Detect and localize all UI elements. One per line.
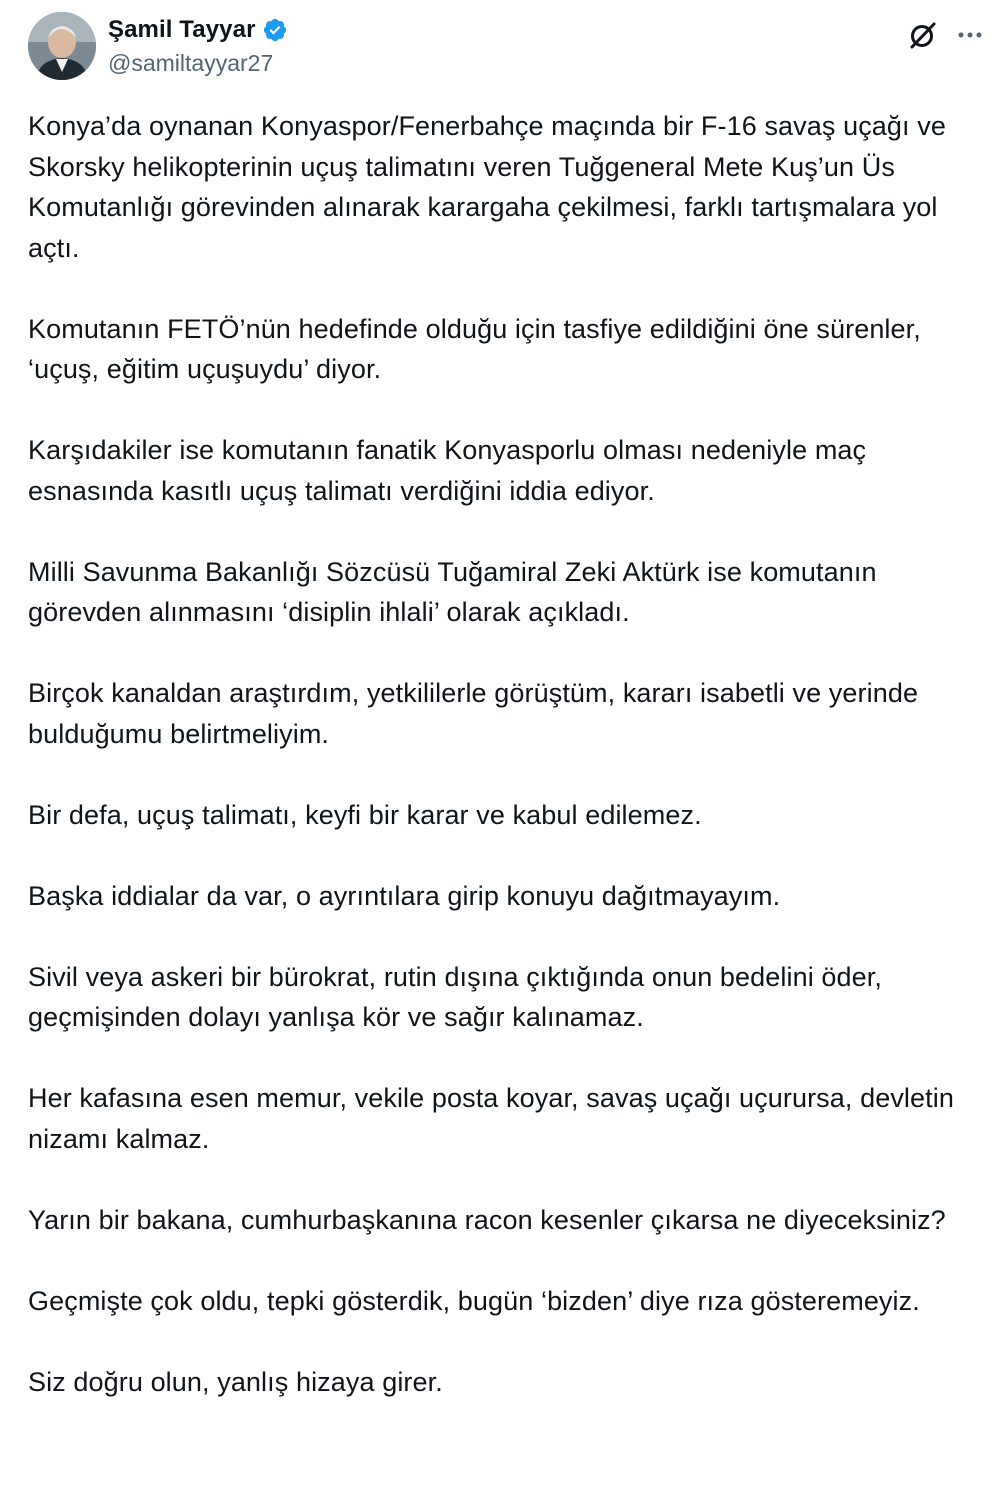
tweet-paragraph: Milli Savunma Bakanlığı Sözcüsü Tuğamiral Zeki Aktürk ise komutanın görevden alınmasını ‘disiplin ihlali’ olarak açıkladı. [28,556,877,627]
tweet-header [28,12,988,84]
tweet-paragraph: Yarın bir bakana, cumhurbaşkanına racon kesenler çıkarsa ne diyeceksiniz? [28,1204,946,1235]
tweet-paragraph: Bir defa, uçuş talimatı, keyfi bir karar ve kabul edilemez. [28,799,702,830]
avatar[interactable] [28,12,96,80]
tweet-paragraph: Karşıdakiler ise komutanın fanatik Konyasporlu olması nedeniyle maç esnasında kasıtlı uçuş talimatı verdiğini iddia ediyor. [28,435,867,506]
display-name[interactable]: Şamil Tayyar [108,16,256,43]
tweet-paragraph: Sivil veya askeri bir bürokrat, rutin dışına çıktığında onun bedelini öder, geçmişinden dolayı yanlışa kör ve sağır kalınamaz. [28,961,882,1032]
tweet-paragraph: Her kafasına esen memur, vekile posta koyar, savaş uçağı uçurursa, devletin nizamı kalmaz. [28,1083,954,1154]
tweet-paragraph: Birçok kanaldan araştırdım, yetkililerle görüştüm, kararı isabetli ve yerinde bulduğumu belirtmeliyim. [28,678,919,749]
author-names [108,14,288,77]
tweet-paragraph: Siz doğru olun, yanlış hizaya girer. [28,1366,443,1397]
more-options-icon[interactable] [953,18,987,52]
grok-icon[interactable] [906,18,940,52]
handle[interactable]: @samiltayyar27 [108,50,274,76]
tweet-text [28,106,978,1402]
tweet-paragraph: Geçmişte çok oldu, tepki gösterdik, bugün ‘bizden’ diye rıza gösteremeyiz. [28,1285,920,1316]
tweet-paragraph: Konya’da oynanan Konyaspor/Fenerbahçe maçında bir F-16 savaş uçağı ve Skorsky helikopterinin uçuş talimatını veren Tuğgeneral Mete Kuş’un Üs Komutanlığı görevinden alınarak karargaha çekilmesi, farklı tartışmalara yol açtı. [28,111,946,263]
verified-badge-icon[interactable] [262,17,288,43]
tweet-paragraph: Komutanın FETÖ’nün hedefinde olduğu için tasfiye edildiğini öne sürenler, ‘uçuş, eğitim uçuşuydu’ diyor. [28,313,921,384]
tweet-paragraph: Başka iddialar da var, o ayrıntılara girip konuyu dağıtmayayım. [28,880,781,911]
display-name-row [108,14,288,46]
